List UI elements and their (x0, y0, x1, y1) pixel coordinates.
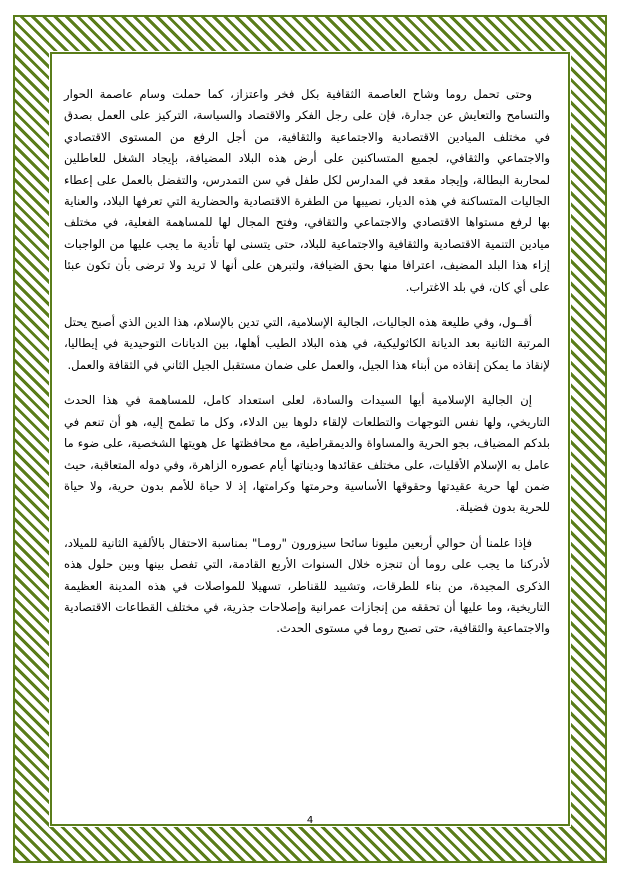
page-number: 4 (306, 815, 314, 826)
paragraph-3: إن الجالية الإسلامية أيها السيدات والسادة، لعلى استعداد كامل، للمساهمة في هذا الحدث التاريخي، ولها نفس التوجهات والتطلعات لإلقاء دلوها بين الدلاء، وكل ما تطمح إليه، هو أن تنعم في بلدكم المضياف، بجو الحرية والمساواة والديمقراطية، مع محافظتها عل هويتها الشخصية، على ضوء ما عامل به الإسلام الأقليات، على مختلف عقائدها وديناتها أيام عصوره الزاهرة، وفي دوله المتعاقبة، حيث ضمن لها حرية عقيدتها وحقوقها الأساسية وحرمتها وكرامتها، إذ لا حياة للأمم بدون حرية، ولا حياة للحرية بدون فضيلة. (64, 393, 550, 515)
paragraph-2: أقــول، وفي طليعة هذه الجاليات، الجالية الإسلامية، التي تدين بالإسلام، هذا الدين الذي أصبح يحتل المرتبة الثانية بعد الديانة الكاثوليكية، في هذه البلاد الطيب أهلها، بين الديانات التوحيدية في إيطاليا، لإنقاذ ما يمكن إنقاذه من أبناء هذا الجيل، والعمل على ضمان مستقبل الجيل الثاني في الثقافة والعمل. (64, 315, 550, 372)
paragraph-4: فإذا علمنا أن حوالي أربعين مليونا سائحا سيزورون "رومـا" بمناسبة الاحتفال بالألفية الثانية للميلاد، لأدركنا ما يجب على روما أن تنجزه خلال السنوات الأربع القادمة، التي تفصل بينها وبين حلول هذه الذكرى المجيدة، من بناء للطرقات، وتشييد للقناطر، تسهيلا للمواصلات في هذه المدينة العظيمة التاريخية، وما عليها أن تحققه من إنجازات عمرانية وإصلاحات جذرية، في مختلف القطاعات الاقتصادية والاجتماعية والثقافية، حتى تصبح روما في مستوى الحدث. (64, 535, 550, 636)
document-body (64, 84, 550, 640)
paragraph-1: وحتى تحمل روما وشاح العاصمة الثقافية بكل فخر واعتزاز، كما حملت وسام عاصمة الحوار والتسامح والتعايش عن جدارة، فإن على رجل الفكر والاقتصاد والسياسة، التركيز على العمل بصدق في مختلف الميادين الاقتصادية والاجتماعية والثقافية، من أجل الرفع من المستوى الاقتصادي والاجتماعي والثقافي، لجميع المتساكنين على أرض هذه البلاد المضيافة، بإيجاد الشغل للعاطلين لمحاربة البطالة، وإيجاد مقعد في المدارس لكل طفل في سن التمدرس، والتفضل بالعمل على إعطاء الجاليات المتساكنة في هذه الديار، نصيبها من الطفرة الاقتصادية والحضارية التي تعرفها البلاد، والعناية بها لرفع مستواها الاقتصادي والاجتماعي والثقافي، وفتح المجال لها للمساهمة الفعلية، في مختلف ميادين التنمية الاقتصادية والثقافية والاجتماعية للبلاد، حتى يتسنى لها تأدية ما يجب عليها من الواجبات إزاء هذا البلد المضيف، اعترافا منها بحق الضيافة، ولتبرهن على أنها لا تريد ولا ترضى بأن تكون عبئا على أي كان، في بلد الاغتراب. (64, 87, 550, 294)
